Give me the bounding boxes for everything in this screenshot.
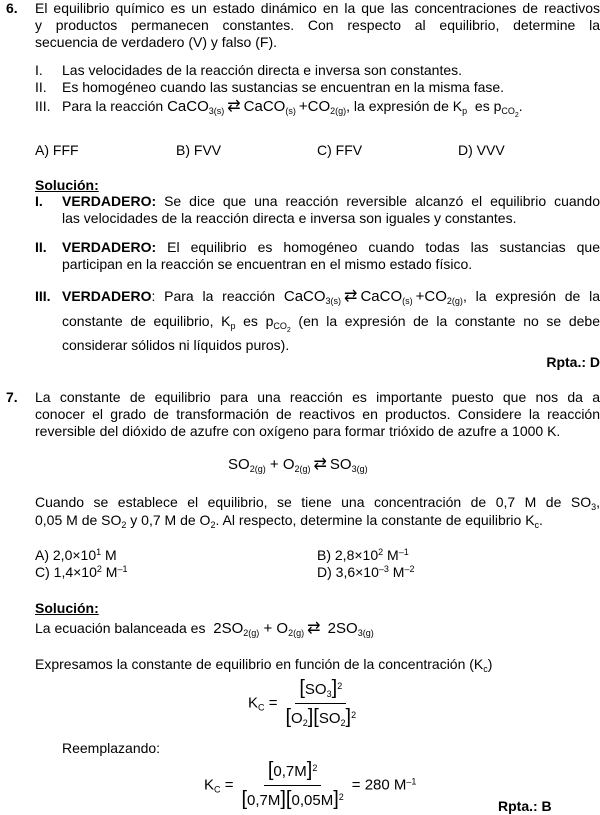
question-number: 7. xyxy=(6,389,18,405)
question-text: El equilibrio químico es un estado dinámico en la que las concentraciones de reactivos xyxy=(35,0,600,16)
question-text: reversible del dióxido de azufre con oxígeno para formar trióxido de azufre a 1000 K. xyxy=(35,423,561,439)
question-number: 6. xyxy=(6,0,18,16)
statement-text: Para la reacción CaCO$_{3(s)}$ ⇄ CaCO$_{(s)}$ $+CO_{2(g)}$, la expresión de $K_p$ es $p_{CO_2}$. xyxy=(62,98,523,119)
statement-text: Es homogéneo cuando las sustancias se encuentran en la misma fase. xyxy=(62,79,505,95)
solution-text: VERDADERO: Se dice que una reacción reversible alcanzó el equilibrio cuando xyxy=(62,193,600,209)
option-c: C) FFV xyxy=(317,142,363,158)
kc-calculation: $K_C$ = $\frac{[0,7M]^2}{[0,7M][0,05M]^2}$ = 280 $M^{-1}$ xyxy=(204,759,417,810)
solution-text: considerar sólidos ni líquidos puros). xyxy=(62,337,290,353)
option-a: A) $2,0\times 10^1$ M xyxy=(35,547,117,563)
kc-expression: $K_C$ = $\frac{[SO_3]^2}{[O_2][SO_2]^2}$ xyxy=(248,677,357,728)
solution-text: las velocidades de la reacción directa e inversa son iguales y constantes. xyxy=(62,210,517,226)
question-text: y productos permanecen constantes. Con respecto al equilibrio, determine la xyxy=(35,17,600,33)
answer: Rpta.: D xyxy=(546,354,600,370)
reaction-formula: CaCO$_{3(s)}$ ⇄ CaCO$_{(s)}$ $+CO_{2(g)}$ xyxy=(167,98,347,116)
solution-text: constante de equilibrio, $K_p$ es $p_{CO_2}$ (en la expresión de la constante no se debe xyxy=(62,313,600,334)
option-d: D) VVV xyxy=(458,142,505,158)
solution-heading: Solución: xyxy=(35,600,99,616)
question-text: 0,05 M de $SO_2$ y 0,7 M de $O_2$. Al respecto, determine la constante de equilibrio $K_c$. xyxy=(35,512,543,530)
solution-number: II. xyxy=(35,239,47,255)
question-text: La constante de equilibrio para una reacción es importante puesto que nos da a xyxy=(35,389,600,405)
statement-text: Las velocidades de la reacción directa e inversa son constantes. xyxy=(62,62,463,78)
balanced-equation: La ecuación balanceada es $2SO_{2(g)} + O_{2(g)}$ ⇄ $2SO_{3(g)}$ xyxy=(35,620,374,638)
statement-number: III. xyxy=(35,98,51,114)
option-b: B) $2,8\times 10^2$ $M^{-1}$ xyxy=(317,547,409,563)
solution-text: Expresamos la constante de equilibrio en función de la concentración $(K_c)$ xyxy=(35,656,493,674)
solution-text: Reemplazando: xyxy=(62,740,161,756)
option-c: C) $1,4\times 10^2$ $M^{-1}$ xyxy=(35,564,128,580)
solution-heading: Solución: xyxy=(35,177,99,193)
option-b: B) FVV xyxy=(176,142,222,158)
text: Para la reacción xyxy=(62,98,164,114)
solution-text: participan en la reacción se encuentran en el mismo estado físico. xyxy=(62,256,473,272)
question-text: Cuando se establece el equilibrio, se tiene una concentración de 0,7 M de $SO_3$, xyxy=(35,494,600,512)
answer: Rpta.: B xyxy=(498,798,552,814)
solution-number: III. xyxy=(35,288,51,304)
statement-number: I. xyxy=(35,62,43,78)
statement-number: II. xyxy=(35,79,47,95)
question-text: conocer el grado de transformación de reactivos en productos. Considere la reacción xyxy=(35,406,600,422)
option-d: D) $3,6\times 10^{-3}$ $M^{-2}$ xyxy=(317,564,415,580)
solution-text: VERDADERO: El equilibrio es homogéneo cuando todas las sustancias que xyxy=(62,239,600,255)
option-a: A) FFF xyxy=(35,142,79,158)
reaction-equation: $SO_{2(g)} + O_{2(g)}$ ⇄ $SO_{3(g)}$ xyxy=(228,456,368,474)
solution-text: VERDADERO: Para la reacción CaCO$_{3(s)}$ ⇄ CaCO$_{(s)}$ $+CO_{2(g)}$, la expresión de la xyxy=(62,288,600,306)
solution-number: I. xyxy=(35,193,43,209)
question-text: secuencia de verdadero (V) y falso (F). xyxy=(35,34,277,50)
